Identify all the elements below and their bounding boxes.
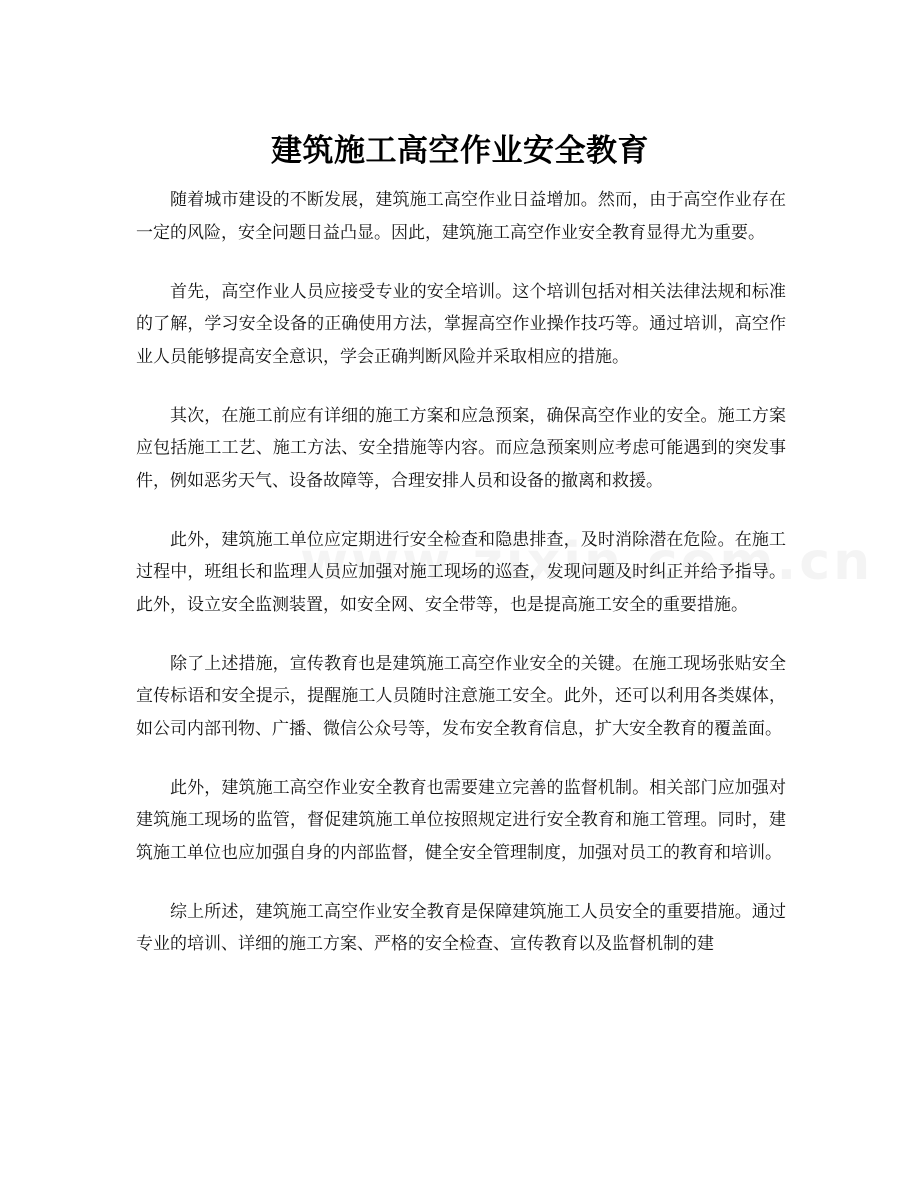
paragraph-2: 首先，高空作业人员应接受专业的安全培训。这个培训包括对相关法律法规和标准的了解，学习安全设备的正确使用方法，掌握高空作业操作技巧等。通过培训，高空作业人员能够提高安全意识，学会正确判断风险并采取相应的措施。: [136, 281, 786, 367]
document-body: [136, 184, 786, 987]
paragraph-1: 随着城市建设的不断发展，建筑施工高空作业日益增加。然而，由于高空作业存在一定的风险，安全问题日益凸显。因此，建筑施工高空作业安全教育显得尤为重要。: [136, 190, 786, 243]
paragraph-4: 此外，建筑施工单位应定期进行安全检查和隐患排查，及时消除潜在危险。在施工过程中，班组长和监理人员应加强对施工现场的巡查，发现问题及时纠正并给予指导。此外，设立安全监测装置，如安全网、安全带等，也是提高施工安全的重要措施。: [136, 529, 786, 615]
paragraph-3: 其次，在施工前应有详细的施工方案和应急预案，确保高空作业的安全。施工方案应包括施工工艺、施工方法、安全措施等内容。而应急预案则应考虑可能遇到的突发事件，例如恶劣天气、设备故障等，合理安排人员和设备的撤离和救援。: [136, 405, 786, 491]
paragraph-6: 此外，建筑施工高空作业安全教育也需要建立完善的监督机制。相关部门应加强对建筑施工现场的监管，督促建筑施工单位按照规定进行安全教育和施工管理。同时，建筑施工单位也应加强自身的内部监督，健全安全管理制度，加强对员工的教育和培训。: [136, 777, 786, 863]
paragraph-7: 综上所述，建筑施工高空作业安全教育是保障建筑施工人员安全的重要措施。通过专业的培训、详细的施工方案、严格的安全检查、宣传教育以及监督机制的建: [136, 901, 786, 954]
paragraph-5: 除了上述措施，宣传教育也是建筑施工高空作业安全的关键。在施工现场张贴安全宣传标语和安全提示，提醒施工人员随时注意施工安全。此外，还可以利用各类媒体，如公司内部刊物、广播、微信公众号等，发布安全教育信息，扩大安全教育的覆盖面。: [136, 653, 786, 739]
document-title: 建筑施工高空作业安全教育: [271, 132, 649, 169]
